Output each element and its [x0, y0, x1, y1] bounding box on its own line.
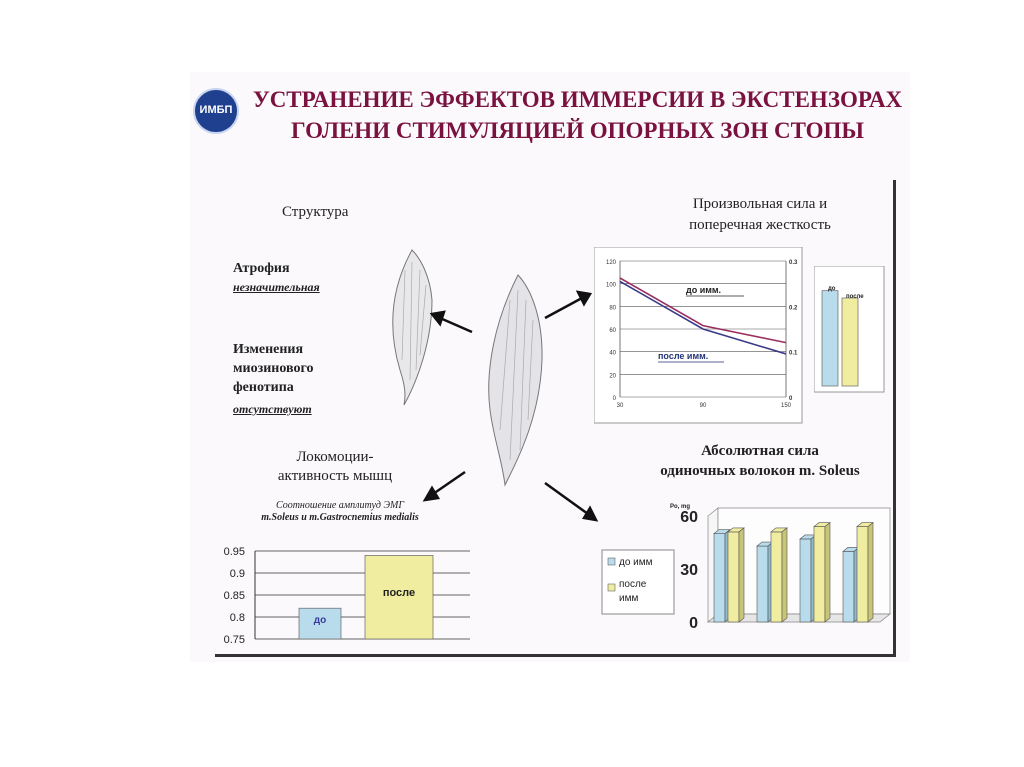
- y-tick-label: 60: [609, 328, 616, 334]
- fibers-heading-1: Абсолютная сила: [701, 443, 819, 459]
- small-muscle-drawing: [393, 250, 432, 405]
- emg-y-tick: 0.75: [223, 634, 245, 646]
- emg-subtitle-1: Соотношение амплитуд ЭМГ: [275, 500, 405, 511]
- legend-swatch-after: [608, 584, 615, 591]
- y-tick-label: 40: [609, 350, 616, 357]
- emg-bar-label-before: до: [313, 615, 327, 626]
- myosin-label-1: Изменения: [233, 342, 304, 357]
- structure-heading: Структура: [282, 204, 349, 220]
- fiber-bar: [843, 551, 854, 622]
- fiber-y-label: Po, mg: [670, 504, 691, 510]
- fibers-heading-2: одиночных волокон m. Soleus: [660, 463, 860, 479]
- y2-tick-label: 0.3: [789, 260, 798, 266]
- fiber-bar: [800, 539, 811, 622]
- fiber-y-tick: 0: [689, 615, 698, 632]
- y-tick-label: 0: [612, 396, 616, 402]
- y-tick-label: 120: [605, 260, 616, 266]
- fiber-force-chart: [598, 488, 898, 638]
- myosin-label-3: фенотипа: [233, 380, 294, 395]
- stiffness-bar: [822, 291, 838, 386]
- fiber-bar-side: [782, 528, 787, 622]
- legend-swatch-before: [608, 558, 615, 565]
- strength-heading-1: Произвольная сила и: [692, 196, 828, 212]
- legend-after-imm: после имм.: [658, 351, 709, 361]
- locomotion-heading-1: Локомоции-: [296, 449, 374, 465]
- myosin-label-2: миозинового: [233, 361, 314, 376]
- logo-text: ИМБП: [199, 104, 233, 116]
- fiber-bar: [714, 534, 725, 622]
- y2-tick-label: 0.1: [789, 350, 798, 357]
- fiber-bar: [857, 527, 868, 622]
- fiber-y-tick: 30: [680, 562, 698, 579]
- y2-tick-label: 0.2: [789, 305, 798, 312]
- strength-line-chart: [594, 247, 804, 427]
- legend-label-after-1: после: [619, 579, 647, 590]
- stiffness-bar-label: после: [846, 294, 864, 300]
- fiber-y-tick: 60: [680, 509, 698, 526]
- fiber-bar: [728, 532, 739, 622]
- line-chart-frame: [594, 247, 802, 423]
- fiber-bar: [814, 527, 825, 622]
- large-muscle-drawing: [489, 275, 542, 485]
- legend-before-imm: до имм.: [686, 285, 722, 295]
- emg-y-tick: 0.85: [223, 590, 245, 602]
- stiffness-bar-chart: [814, 266, 886, 396]
- x-tick-label: 90: [699, 403, 707, 409]
- strength-heading-2: поперечная жесткость: [689, 217, 831, 233]
- emg-bar-chart: [215, 543, 475, 653]
- fiber-bar-side: [868, 523, 873, 622]
- y-tick-label: 80: [609, 305, 616, 312]
- emg-subtitle-2: m.Soleus и m.Gastrocnemius medialis: [261, 512, 419, 523]
- y-tick-label: 100: [605, 282, 616, 289]
- x-tick-label: 30: [616, 403, 624, 409]
- legend-label-before: до имм: [619, 557, 653, 568]
- locomotion-heading-2: активность мышц: [277, 468, 393, 484]
- legend-label-after-2: имм: [619, 593, 639, 604]
- y-tick-label: 20: [609, 373, 616, 380]
- atrophy-label: Атрофия: [233, 261, 290, 276]
- fiber-bar: [757, 546, 768, 622]
- emg-bar-label-after: после: [382, 587, 416, 599]
- emg-y-tick: 0.95: [223, 546, 245, 558]
- fiber-bar-side: [739, 528, 744, 622]
- slide-title: УСТРАНЕНИЕ ЭФФЕКТОВ ИММЕРСИИ В ЭКСТЕНЗОРАХ ГОЛЕНИ СТИМУЛЯЦИЕЙ ОПОРНЫХ ЗОН СТОПЫ: [252, 87, 903, 143]
- atrophy-value: незначительная: [233, 280, 320, 294]
- emg-y-tick: 0.9: [229, 568, 245, 580]
- x-tick-label: 150: [780, 403, 792, 409]
- fiber-bar: [771, 532, 782, 622]
- myosin-value: отсутствуют: [233, 402, 312, 416]
- fiber-bar-side: [825, 523, 830, 622]
- stiffness-bar-label: до: [828, 286, 836, 292]
- stiffness-bar: [842, 298, 858, 386]
- y2-tick-label: 0: [789, 396, 793, 402]
- emg-y-tick: 0.8: [229, 612, 245, 624]
